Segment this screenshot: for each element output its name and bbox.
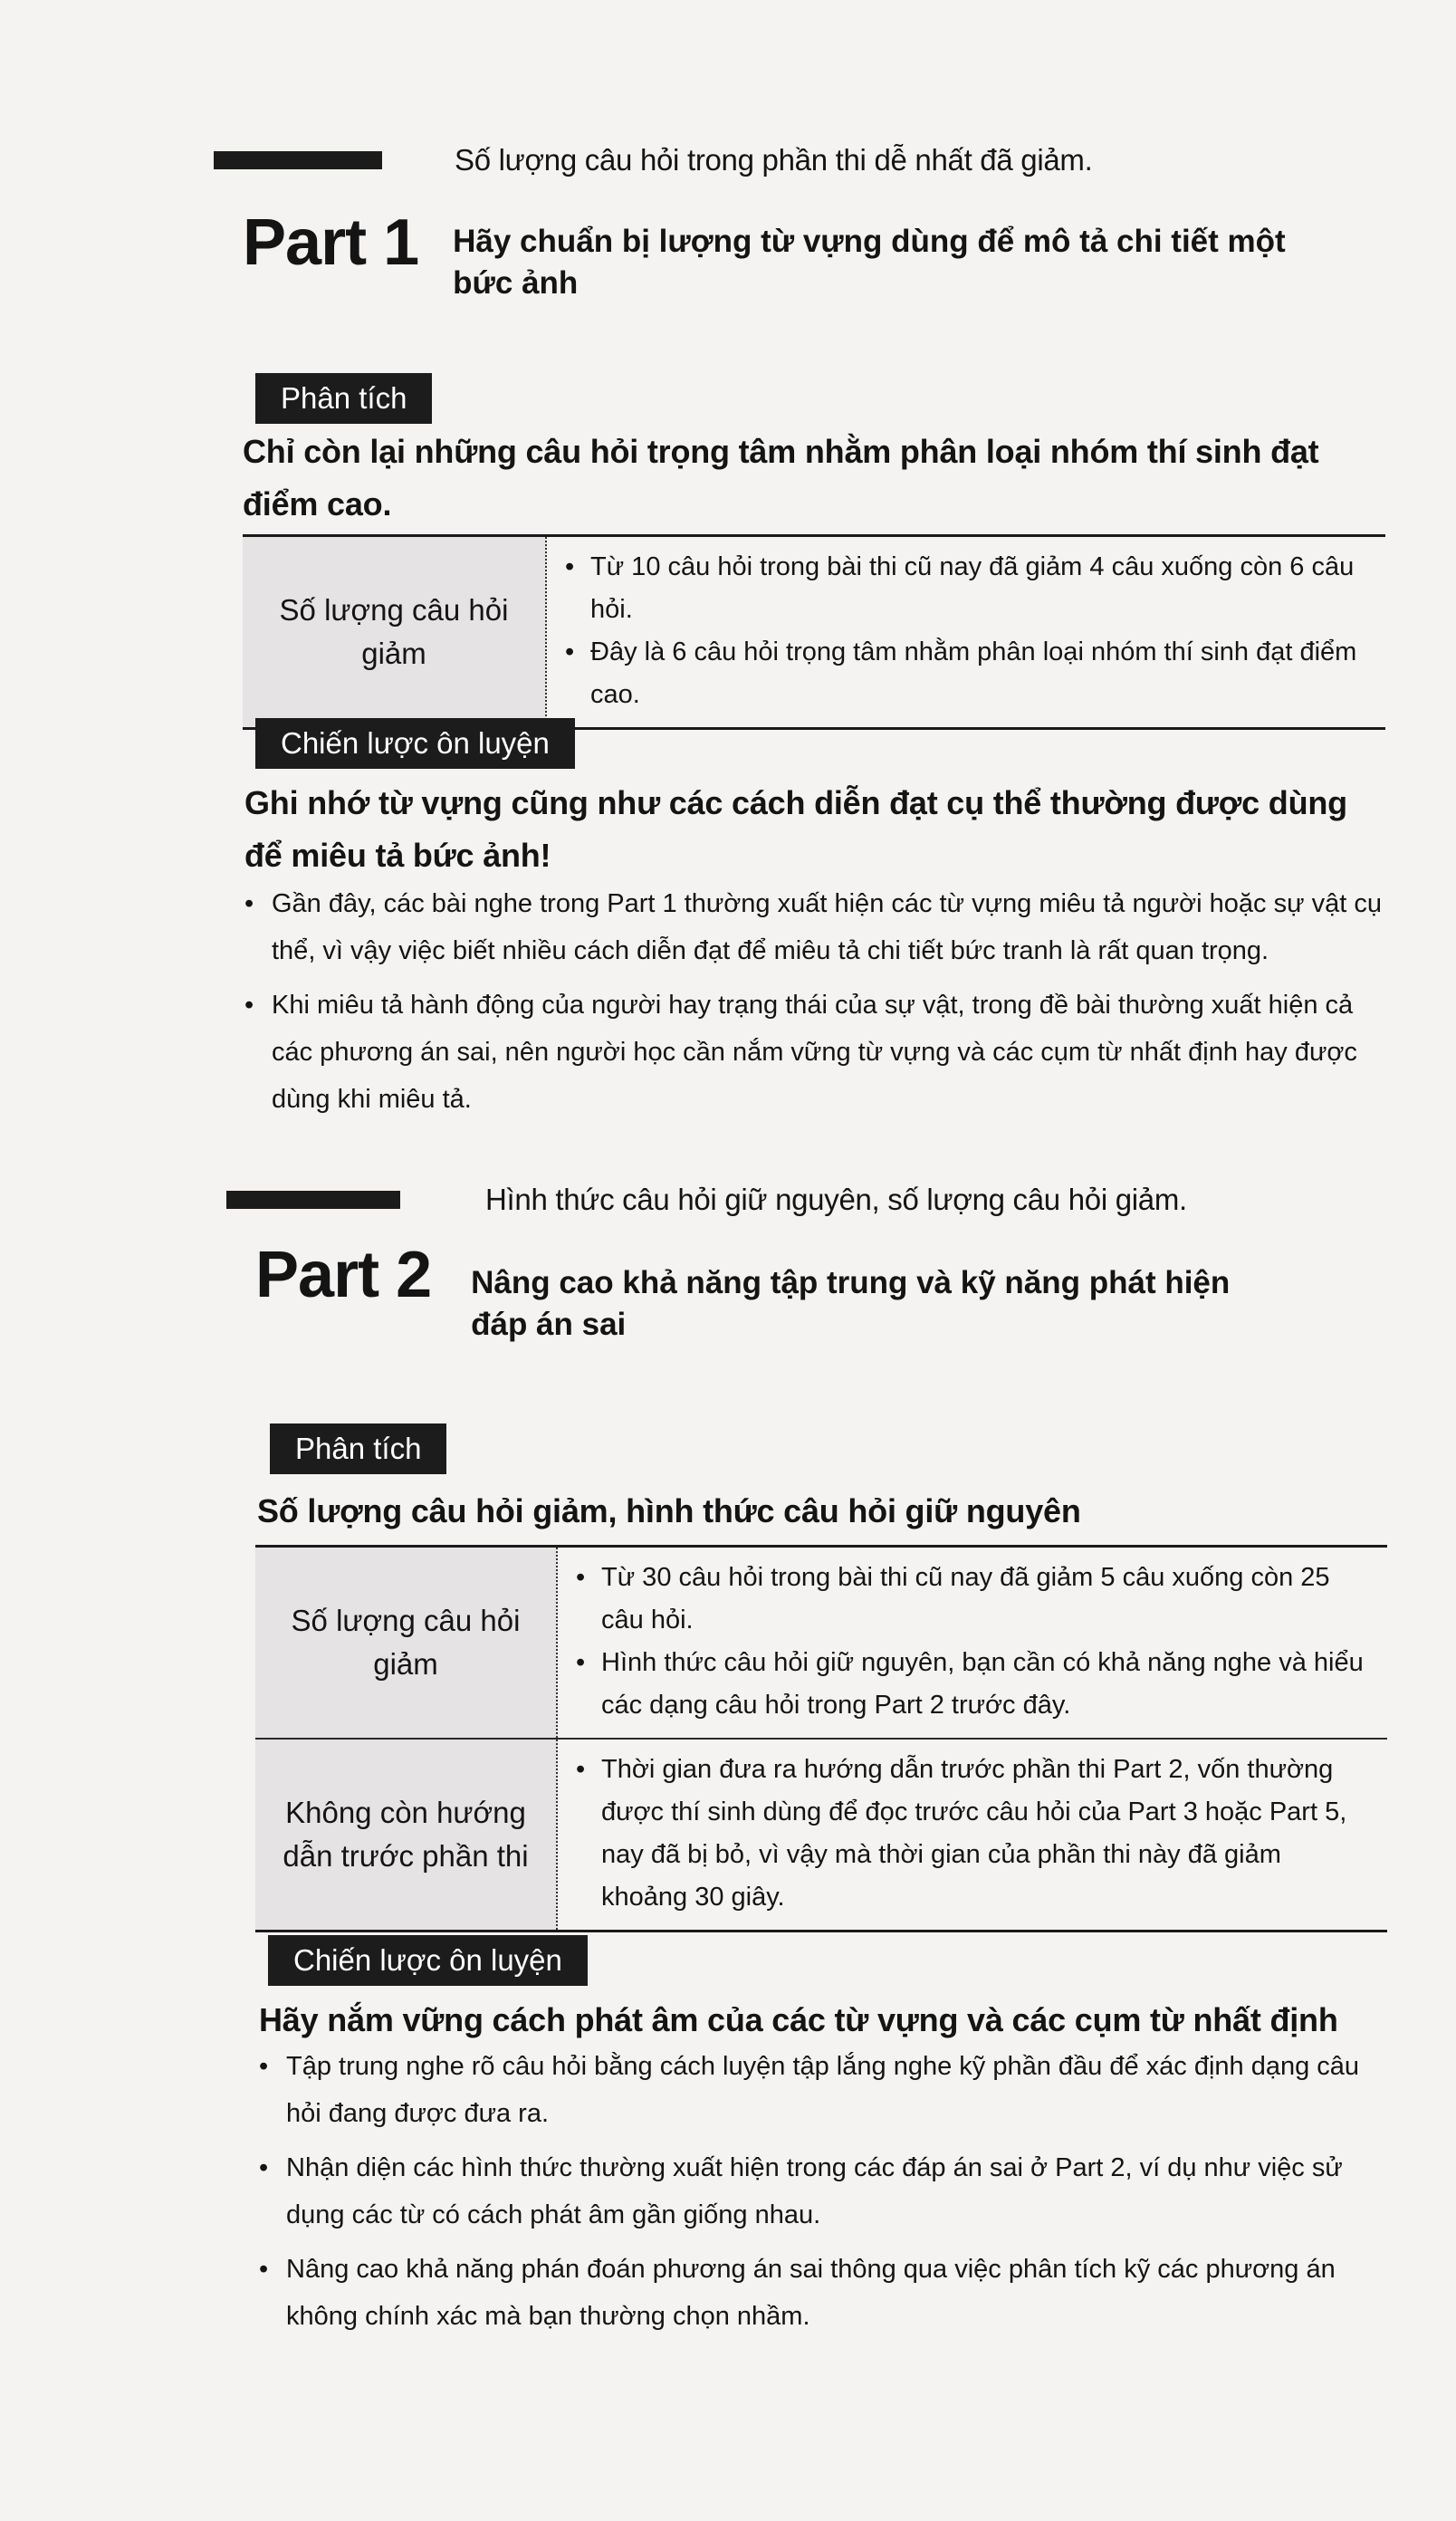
list-item: • Đây là 6 câu hỏi trọng tâm nhằm phân loại nhóm thí sinh đạt điểm cao. xyxy=(563,631,1373,716)
part2-analysis-heading: Số lượng câu hỏi giảm, hình thức câu hỏi giữ nguyên xyxy=(257,1492,1081,1529)
part2-label: Part 2 xyxy=(255,1239,432,1311)
table-row-content xyxy=(558,1548,1387,1738)
list-item: • Hình thức câu hỏi giữ nguyên, bạn cần có khả năng nghe và hiểu các dạng câu hỏi trong Part 2 trước đây. xyxy=(574,1642,1375,1727)
part1-subtitle: Hãy chuẩn bị lượng từ vựng dùng để mô tả chi tiết một bức ảnh xyxy=(453,224,1286,301)
part2-header xyxy=(255,1239,1286,1346)
table-row xyxy=(255,1738,1387,1930)
list-item: • Gần đây, các bài nghe trong Part 1 thường xuất hiện các từ vựng miêu tả người hoặc sự vật cụ thể, vì vậy việc biết nhiều cách diễn đạt để miêu tả chi tiết bức tranh là rất quan trọng. xyxy=(241,880,1387,974)
table-row-label: Số lượng câu hỏi giảm xyxy=(243,537,547,727)
table-row-content xyxy=(547,537,1385,727)
part2-strategy-tag: Chiến lược ôn luyện xyxy=(268,1935,588,1986)
list-item: • Khi miêu tả hành động của người hay trạng thái của sự vật, trong đề bài thường xuất hiện cả các phương án sai, nên người học cần nắm vững từ vựng và các cụm từ nhất định hay được dùng khi miêu tả. xyxy=(241,982,1387,1123)
list-item: • Từ 30 câu hỏi trong bài thi cũ nay đã giảm 5 câu xuống còn 25 câu hỏi. xyxy=(574,1557,1375,1642)
part1-strategy-heading: Ghi nhớ từ vựng cũng như các cách diễn đạt cụ thể thường được dùng để miêu tả bức ảnh! xyxy=(244,784,1347,874)
part2-strategy-heading: Hãy nắm vững cách phát âm của các từ vựng và các cụm từ nhất định xyxy=(259,2001,1338,2038)
part2-top-note xyxy=(226,1183,1187,1217)
list-item: • Từ 10 câu hỏi trong bài thi cũ nay đã giảm 4 câu xuống còn 6 câu hỏi. xyxy=(563,546,1373,631)
table-row-label: Không còn hướng dẫn trước phần thi xyxy=(255,1740,558,1930)
part2-analysis-tag: Phân tích xyxy=(270,1423,446,1474)
table-row xyxy=(243,537,1385,727)
section-bar xyxy=(226,1191,400,1209)
part1-strategy-tag: Chiến lược ôn luyện xyxy=(255,718,575,769)
part2-top-note-text: Hình thức câu hỏi giữ nguyên, số lượng câu hỏi giảm. xyxy=(485,1183,1187,1216)
part2-analysis-table xyxy=(255,1545,1387,1932)
table-row xyxy=(255,1548,1387,1738)
section-bar xyxy=(214,151,382,169)
part1-analysis-heading: Chỉ còn lại những câu hỏi trọng tâm nhằm phân loại nhóm thí sinh đạt điểm cao. xyxy=(243,433,1319,522)
part1-strategy-list xyxy=(241,880,1387,1130)
list-item: • Tập trung nghe rõ câu hỏi bằng cách luyện tập lắng nghe kỹ phần đầu để xác định dạng câu hỏi đang được đưa ra. xyxy=(255,2043,1387,2137)
part1-analysis-tag: Phân tích xyxy=(255,373,432,424)
table-row-content xyxy=(558,1740,1387,1930)
part2-subtitle: Nâng cao khả năng tập trung và kỹ năng phát hiện đáp án sai xyxy=(471,1265,1231,1342)
part1-header xyxy=(243,206,1322,304)
list-item: • Nâng cao khả năng phán đoán phương án sai thông qua việc phân tích kỹ các phương án không chính xác mà bạn thường chọn nhầm. xyxy=(255,2246,1387,2340)
part1-analysis-table xyxy=(243,534,1385,730)
part1-top-note-text: Số lượng câu hỏi trong phần thi dễ nhất đã giảm. xyxy=(455,143,1093,177)
part2-strategy-list xyxy=(255,2043,1387,2347)
part1-top-note xyxy=(214,143,1092,177)
list-item: • Nhận diện các hình thức thường xuất hiện trong các đáp án sai ở Part 2, ví dụ như việc sử dụng các từ có cách phát âm gần giống nhau. xyxy=(255,2144,1387,2238)
table-row-label: Số lượng câu hỏi giảm xyxy=(255,1548,558,1738)
part1-label: Part 1 xyxy=(243,206,419,279)
list-item: • Thời gian đưa ra hướng dẫn trước phần thi Part 2, vốn thường được thí sinh dùng để đọc trước câu hỏi của Part 3 hoặc Part 5, nay đã bị bỏ, vì vậy mà thời gian của phần thi này đã giảm khoảng 30 giây. xyxy=(574,1749,1375,1919)
